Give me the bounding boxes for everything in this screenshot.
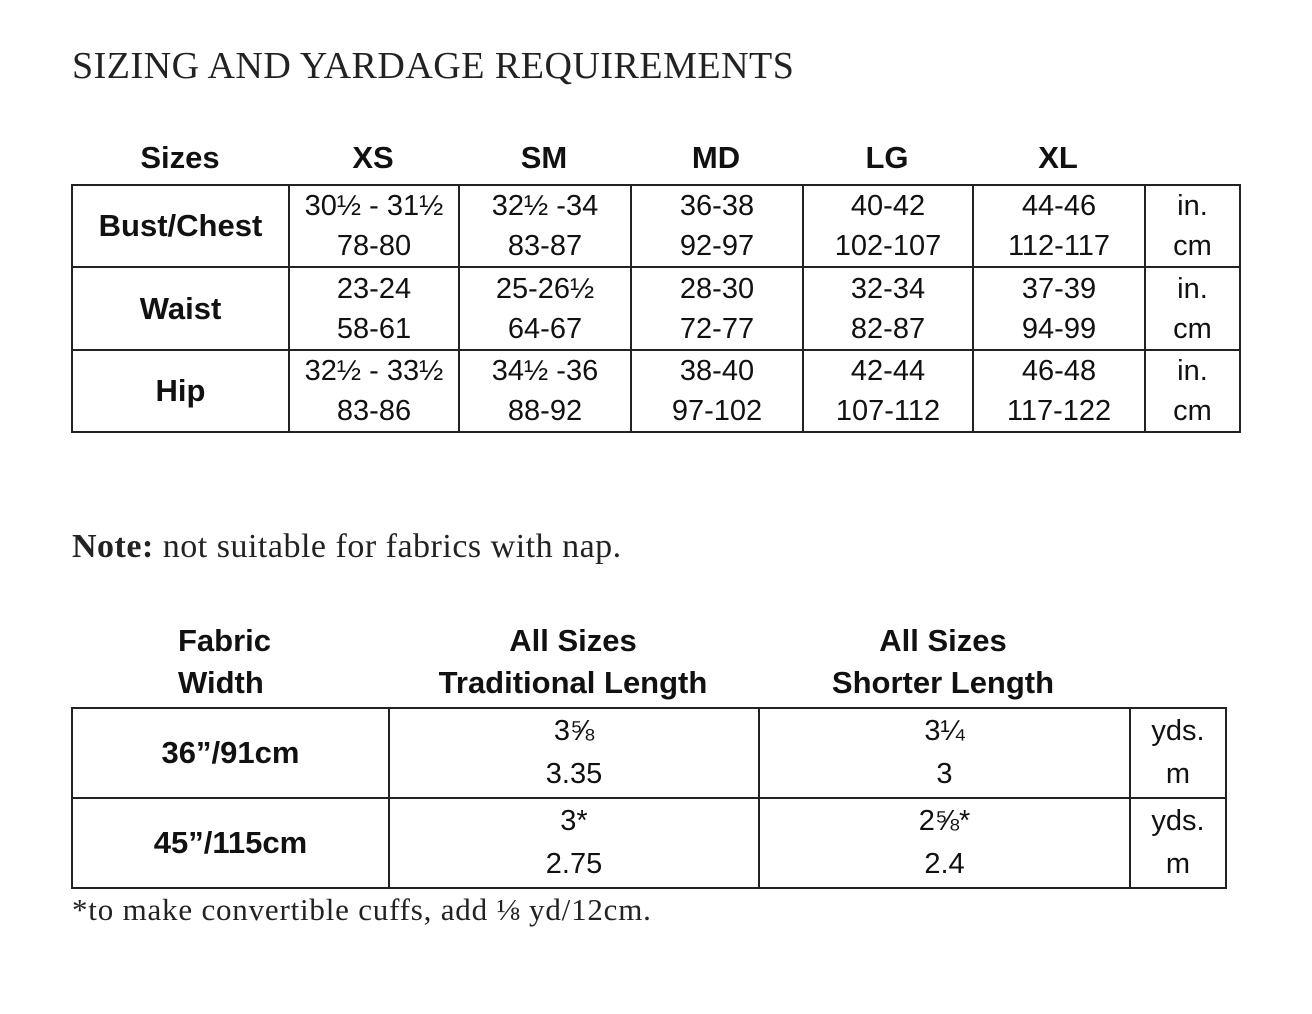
cm-value: 78-80 [336, 230, 412, 262]
yards-value: 3¼ [924, 715, 965, 747]
traditional-length-header-line1: All Sizes [509, 623, 637, 658]
size-header-xl: XL [1038, 140, 1078, 175]
measurement-cell [803, 185, 973, 267]
cm-value: 83-86 [336, 395, 412, 427]
sizes-header-label: Sizes [140, 140, 220, 175]
cm-value: 64-67 [507, 312, 583, 345]
yardage-table [71, 707, 1227, 889]
inches-value: 40-42 [850, 190, 926, 222]
inches-value: 46-48 [1021, 355, 1097, 387]
table-row [72, 350, 1240, 432]
yards-value: 3* [560, 805, 588, 837]
yardage-cell [389, 708, 759, 798]
meters-value: 2.4 [924, 848, 965, 880]
row-label-fabric-width: 36”/91cm [72, 708, 389, 798]
cm-value: 88-92 [507, 395, 583, 427]
measurement-cell [803, 350, 973, 432]
table-row [72, 798, 1226, 888]
measurement-cell [631, 350, 803, 432]
unit-yds: yds. [1151, 805, 1205, 837]
page-title: SIZING AND YARDAGE REQUIREMENTS [72, 45, 795, 87]
cm-value: 94-99 [1021, 312, 1097, 345]
unit-cell [1145, 185, 1240, 267]
cm-value: 97-102 [671, 395, 763, 427]
unit-yds: yds. [1151, 715, 1205, 747]
inches-value: 23-24 [336, 272, 412, 305]
yards-value: 3⅝ [553, 715, 595, 747]
cm-value: 82-87 [850, 312, 926, 345]
table-row [72, 708, 1226, 798]
note-body: not suitable for fabrics with nap. [153, 528, 622, 565]
yardage-cell [389, 798, 759, 888]
cm-value: 83-87 [507, 230, 583, 262]
sizing-header [0, 140, 1312, 184]
inches-value: 32½ -34 [491, 190, 599, 222]
measurement-cell [803, 267, 973, 350]
size-header-sm: SM [520, 140, 568, 175]
yardage-cell [759, 798, 1130, 888]
measurement-cell [289, 267, 459, 350]
inches-value: 30½ - 31½ [304, 190, 444, 222]
measurement-cell [459, 185, 631, 267]
shorter-length-header-line1: All Sizes [879, 623, 1007, 658]
unit-cm: cm [1173, 395, 1212, 427]
unit-in: in. [1177, 272, 1208, 305]
traditional-length-header [388, 620, 758, 704]
footnote: *to make convertible cuffs, add ⅛ yd/12cm. [72, 892, 652, 927]
measurement-cell [973, 267, 1145, 350]
unit-cell [1130, 798, 1226, 888]
shorter-length-header-line2: Shorter Length [831, 665, 1055, 700]
cm-value: 92-97 [679, 230, 755, 262]
unit-cm: cm [1173, 230, 1212, 262]
unit-in: in. [1177, 355, 1208, 387]
cm-value: 72-77 [679, 312, 755, 345]
size-header-lg: LG [865, 140, 909, 175]
measurement-cell [631, 185, 803, 267]
measurement-cell [973, 185, 1145, 267]
unit-in: in. [1177, 190, 1208, 222]
inches-value: 25-26½ [495, 272, 595, 305]
unit-cell [1145, 350, 1240, 432]
cm-value: 112-117 [1007, 230, 1111, 262]
fabric-width-header [178, 620, 271, 704]
row-label-waist: Waist [72, 267, 289, 350]
inches-value: 38-40 [679, 355, 755, 387]
unit-cell [1145, 267, 1240, 350]
meters-value: 2.75 [545, 848, 603, 880]
size-header-xs: XS [352, 140, 394, 175]
table-row [72, 185, 1240, 267]
unit-m: m [1165, 758, 1191, 790]
row-label-hip: Hip [72, 350, 289, 432]
unit-cell [1130, 708, 1226, 798]
meters-value: 3.35 [545, 758, 603, 790]
unit-cm: cm [1173, 312, 1212, 345]
cm-value: 117-122 [1006, 395, 1112, 427]
inches-value: 32-34 [850, 272, 926, 305]
measurement-cell [289, 185, 459, 267]
inches-value: 34½ -36 [491, 355, 599, 387]
note-label: Note: [72, 528, 154, 565]
yardage-cell [759, 708, 1130, 798]
size-header-md: MD [691, 140, 741, 175]
cm-value: 107-112 [835, 395, 941, 427]
row-label-fabric-width: 45”/115cm [72, 798, 389, 888]
sizing-table [71, 184, 1241, 433]
measurement-cell [459, 350, 631, 432]
inches-value: 44-46 [1021, 190, 1097, 222]
measurement-cell [973, 350, 1145, 432]
meters-value: 3 [936, 758, 953, 790]
unit-m: m [1165, 848, 1191, 880]
inches-value: 42-44 [850, 355, 926, 387]
inches-value: 36-38 [679, 190, 755, 222]
cm-value: 58-61 [336, 312, 412, 345]
shorter-length-header [758, 620, 1128, 704]
inches-value: 32½ - 33½ [304, 355, 444, 387]
row-label-bust-chest: Bust/Chest [72, 185, 289, 267]
fabric-width-header-line2: Width [178, 665, 264, 700]
measurement-cell [631, 267, 803, 350]
inches-value: 37-39 [1021, 272, 1097, 305]
cm-value: 102-107 [834, 230, 942, 262]
inches-value: 28-30 [679, 272, 755, 305]
fabric-width-header-line1: Fabric [178, 623, 272, 658]
measurement-cell [459, 267, 631, 350]
note-text [72, 528, 622, 566]
yards-value: 2⅝* [918, 805, 971, 837]
measurement-cell [289, 350, 459, 432]
table-row [72, 267, 1240, 350]
traditional-length-header-line2: Traditional Length [438, 665, 708, 700]
